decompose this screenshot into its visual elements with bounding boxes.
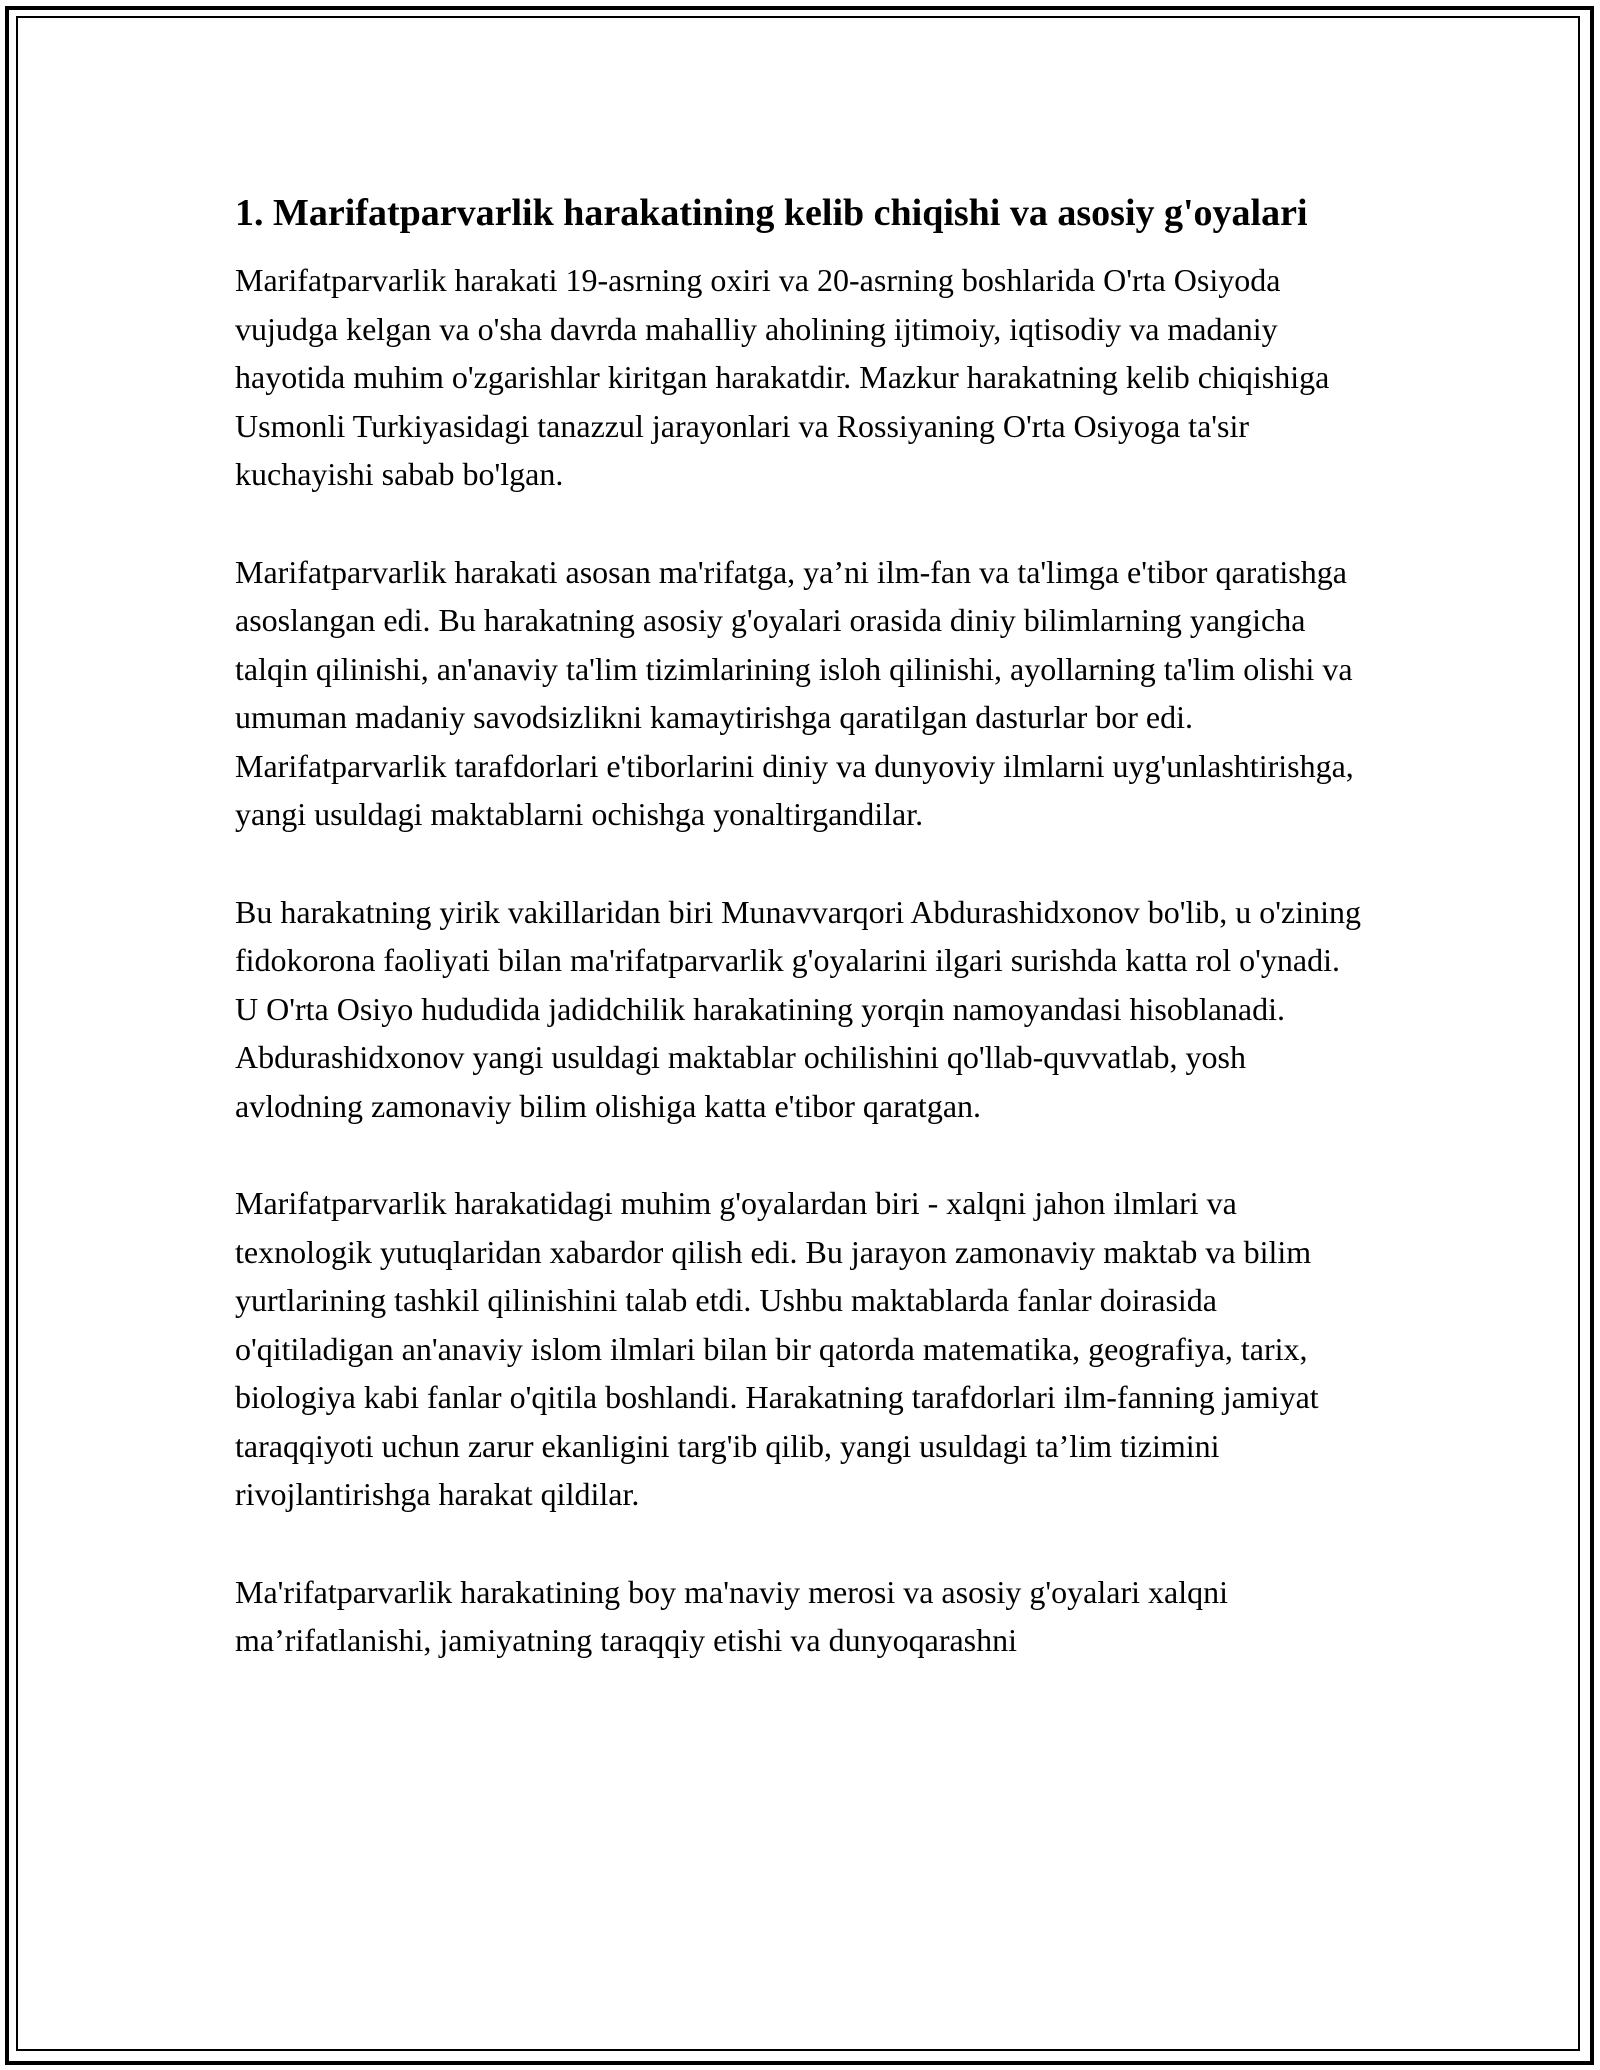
section-heading: 1. Marifatparvarlik harakatining kelib chiqishi va asosiy g'oyalari [235,192,1308,234]
paragraph-4: Marifatparvarlik harakatidagi muhim g'oyalardan biri - xalqni jahon ilmlari va texnologik yutuqlaridan xabardor qilish edi. Bu jarayon zamonaviy maktab va bilim yurtlarining tashkil qilinishini talab etdi. Ushbu maktablarda fanlar doirasida o'qitiladigan an'anaviy islom ilmlari bilan bir qatorda matematika, geografiya, tarix, biologiya kabi fanlar o'qitila boshlandi. Harakatning tarafdorlari ilm-fanning jamiyat taraqqiyoti uchun zarur ekanligini targ'ib qilib, yangi usuldagi ta’lim tizimini rivojlantirishga harakat qildilar. [235,1185,1319,1512]
paragraph-1: Marifatparvarlik harakati 19-asrning oxiri va 20-asrning boshlarida O'rta Osiyoda vujudga kelgan va o'sha davrda mahalliy aholining ijtimoiy, iqtisodiy va madaniy hayotida muhim o'zgarishlar kiritgan harakatdir. Mazkur harakatning kelib chiqishiga Usmonli Turkiyasidagi tanazzul jarayonlari va Rossiyaning O'rta Osiyoga ta'sir kuchayishi sabab bo'lgan. [235,262,1330,492]
paragraph-3: Bu harakatning yirik vakillaridan biri Munavvarqori Abdurashidxonov bo'lib, u o'zining fidokorona faoliyati bilan ma'rifatparvarlik g'oyalarini ilgari surishda katta rol o'ynadi. U O'rta Osiyo hududida jadidchilik harakatining yorqin namoyandasi hisoblanadi. Abdurashidxonov yangi usuldagi maktablar ochilishini qo'llab-quvvatlab, yosh avlodning zamonaviy bilim olishiga katta e'tibor qaratgan. [235,893,1361,1124]
paragraph-2: Marifatparvarlik harakati asosan ma'rifatga, ya’ni ilm-fan va ta'limga e'tibor qaratishga asoslangan edi. Bu harakatning asosiy g'oyalari orasida diniy bilimlarning yangicha talqin qilinishi, an'anaviy ta'lim tizimlarining isloh qilinishi, ayollarning ta'lim olishi va umuman madaniy savodsizlikni kamaytirishga qaratilgan dasturlar bor edi. Marifatparvarlik tarafdorlari e'tiborlarini diniy va dunyoviy ilmlarni uyg'unlashtirishga, yangi usuldagi maktablarni ochishga yonaltirgandilar. [235,553,1354,832]
paragraph-5: Ma'rifatparvarlik harakatining boy ma'naviy merosi va asosiy g'oyalari xalqni ma’rifatlanishi, jamiyatning taraqqiy etishi va dunyoqarashni [235,1573,1228,1658]
document-body [235,186,1365,1714]
